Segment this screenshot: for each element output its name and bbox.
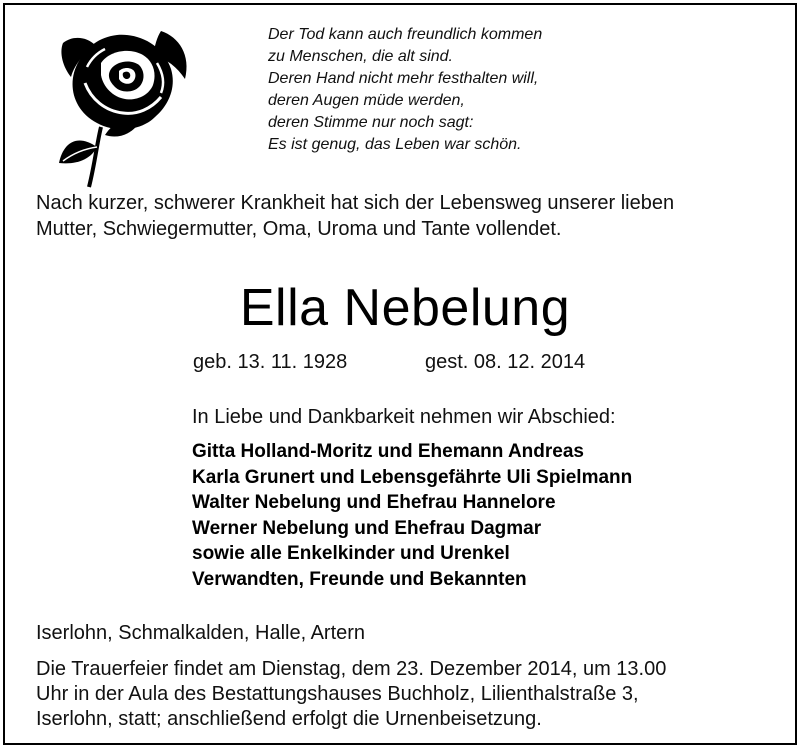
ceremony-line: Uhr in der Aula des Bestattungshauses Buchholz, Lilienthalstraße 3, bbox=[36, 683, 639, 705]
rose-icon bbox=[57, 23, 197, 189]
ceremony-info bbox=[36, 657, 776, 732]
poem-line: deren Stimme nur noch sagt: bbox=[268, 114, 474, 131]
obituary-notice bbox=[3, 3, 797, 745]
farewell-text: In Liebe und Dankbarkeit nehmen wir Abschied: bbox=[192, 406, 616, 428]
death-date: gest. 08. 12. 2014 bbox=[425, 351, 586, 373]
birth-date: geb. 13. 11. 1928 bbox=[193, 351, 348, 373]
ceremony-line: Die Trauerfeier findet am Dienstag, dem 23. Dezember 2014, um 13.00 bbox=[36, 658, 667, 680]
intro-line: Mutter, Schwiegermutter, Oma, Uroma und Tante vollendet. bbox=[36, 218, 562, 240]
family-member: Karla Grunert und Lebensgefährte Uli Spielmann bbox=[192, 466, 633, 488]
family-member: Walter Nebelung und Ehefrau Hannelore bbox=[192, 492, 556, 513]
places: Iserlohn, Schmalkalden, Halle, Artern bbox=[36, 622, 366, 644]
family-member: Werner Nebelung und Ehefrau Dagmar bbox=[192, 517, 542, 539]
ceremony-line: Iserlohn, statt; anschließend erfolgt die Urnenbeisetzung. bbox=[36, 708, 542, 730]
family-member: Gitta Holland-Moritz und Ehemann Andreas bbox=[192, 441, 584, 462]
intro-text bbox=[36, 190, 776, 242]
poem-line: Der Tod kann auch freundlich kommen bbox=[268, 26, 543, 43]
family-member: sowie alle Enkelkinder und Urenkel bbox=[192, 543, 510, 564]
poem-line: Deren Hand nicht mehr festhalten will, bbox=[268, 70, 539, 87]
deceased-name: Ella Nebelung bbox=[239, 279, 571, 337]
family-member: Verwandten, Freunde und Bekannten bbox=[192, 568, 527, 590]
poem-line: Es ist genug, das Leben war schön. bbox=[268, 136, 522, 153]
poem bbox=[268, 24, 628, 156]
poem-line: deren Augen müde werden, bbox=[268, 92, 465, 109]
family-list bbox=[192, 439, 632, 592]
intro-line: Nach kurzer, schwerer Krankheit hat sich der Lebensweg unserer lieben bbox=[36, 192, 675, 214]
poem-line: zu Menschen, die alt sind. bbox=[268, 48, 453, 65]
life-dates bbox=[193, 349, 586, 375]
